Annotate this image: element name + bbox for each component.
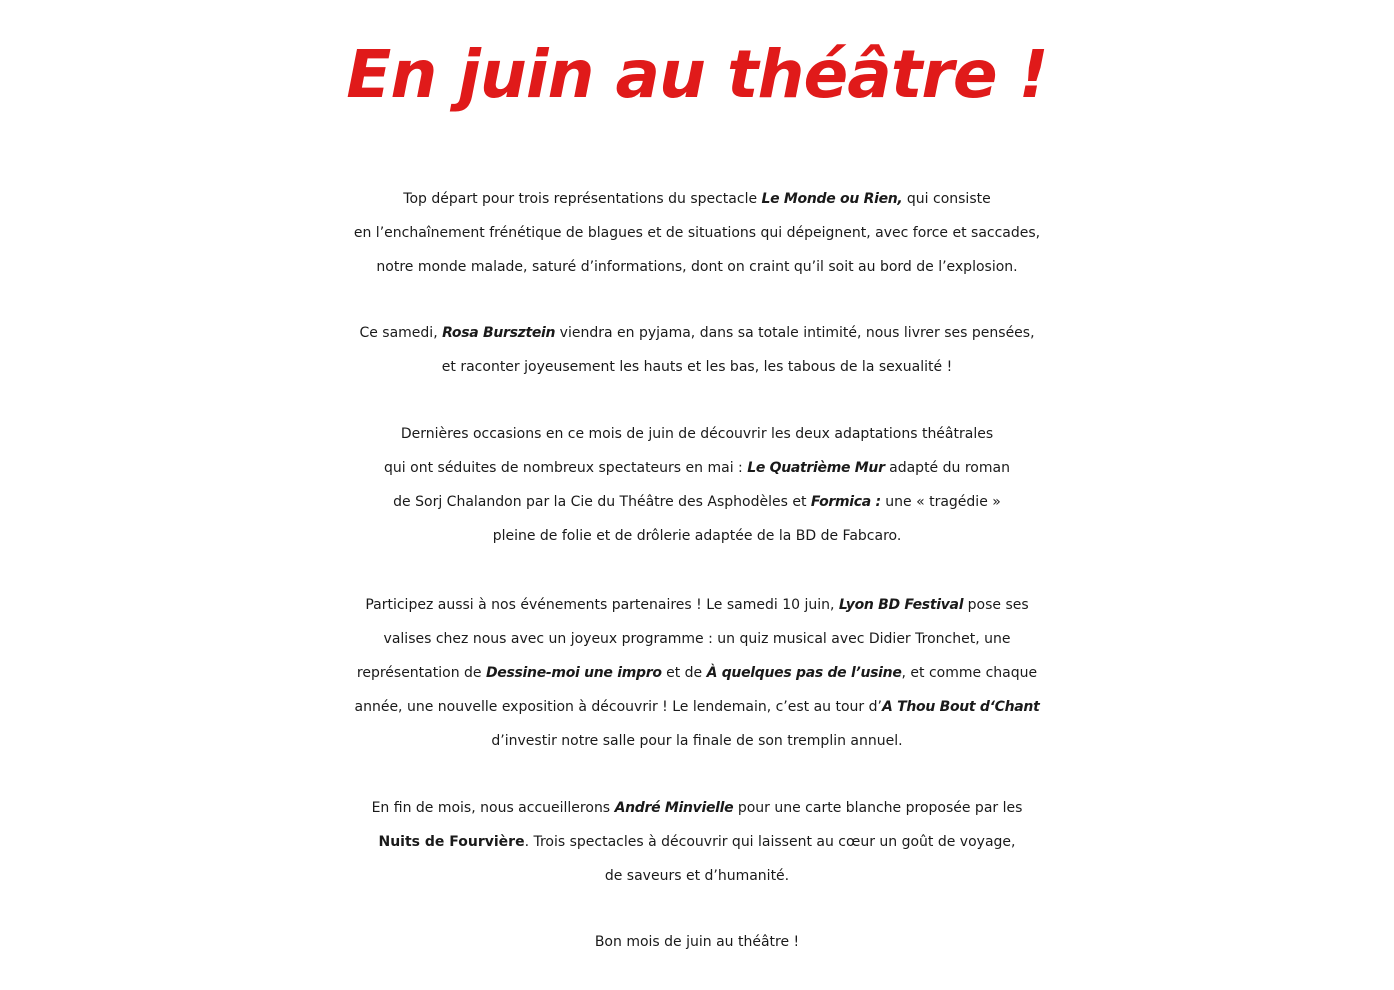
text-run: Dernières occasions en ce mois de juin de découvrir les deux adaptations théâtrales [400, 426, 994, 442]
paragraph-closing [0, 925, 1394, 959]
text-line [0, 417, 1394, 451]
artist-name: Rosa Bursztein [442, 325, 556, 341]
text-line [0, 182, 1394, 216]
text-line [0, 656, 1394, 690]
text-run: et de [661, 665, 707, 681]
closing-text: Bon mois de juin au théâtre ! [594, 934, 800, 950]
text-run: En fin de mois, nous accueillerons [371, 800, 615, 816]
text-line [0, 791, 1394, 825]
text-line [0, 825, 1394, 859]
text-run: représentation de [356, 665, 486, 681]
text-run: valises chez nous avec un joyeux programme : un quiz musical avec Didier Tronchet, une [383, 631, 1011, 647]
text-line [0, 690, 1394, 724]
text-run: année, une nouvelle exposition à découvrir ! Le lendemain, c’est au tour d’ [354, 699, 882, 715]
paragraph-andre-minvielle [0, 791, 1394, 893]
artist-name: André Minvielle [614, 800, 734, 816]
text-run: une « tragédie » [880, 494, 1001, 510]
text-run: notre monde malade, saturé d’informations, dont on craint qu’il soit au bord de l’explosion. [376, 259, 1018, 275]
text-run: pose ses [963, 597, 1029, 613]
text-line [0, 519, 1394, 553]
text-line [0, 216, 1394, 250]
text-run: qui ont séduites de nombreux spectateurs en mai : [384, 460, 748, 476]
show-title: À quelques pas de l’usine [706, 665, 902, 681]
text-run: , et comme chaque [901, 665, 1038, 681]
text-line [0, 622, 1394, 656]
text-line [0, 485, 1394, 519]
text-line [0, 859, 1394, 893]
text-line [0, 250, 1394, 284]
show-title: Dessine-moi une impro [485, 665, 662, 681]
paragraph-le-monde-ou-rien [0, 182, 1394, 284]
show-title: Le Quatrième Mur [747, 460, 885, 476]
text-run: Top départ pour trois représentations du spectacle [403, 191, 762, 207]
festival-name: Nuits de Fourvière [378, 834, 525, 850]
event-name: A Thou Bout d‘Chant [881, 699, 1040, 715]
paragraph-rosa-bursztein [0, 316, 1394, 384]
show-title: Formica : [810, 494, 881, 510]
paragraph-partner-events [0, 588, 1394, 758]
paragraph-adaptations [0, 417, 1394, 553]
text-line [0, 316, 1394, 350]
text-run: Participez aussi à nos événements partenaires ! Le samedi 10 juin, [365, 597, 839, 613]
text-run: de saveurs et d’humanité. [604, 868, 790, 884]
text-line [0, 724, 1394, 758]
text-line [0, 350, 1394, 384]
text-run: . Trois spectacles à découvrir qui laissent au cœur un goût de voyage, [524, 834, 1016, 850]
event-name: Lyon BD Festival [838, 597, 964, 613]
text-line [0, 588, 1394, 622]
show-title: Le Monde ou Rien, [761, 191, 903, 207]
page-title: En juin au théâtre ! [346, 36, 1048, 113]
text-run: pleine de folie et de drôlerie adaptée de la BD de Fabcaro. [492, 528, 902, 544]
text-run: qui consiste [902, 191, 991, 207]
text-run: en l’enchaînement frénétique de blagues et de situations qui dépeignent, avec force et saccades, [353, 225, 1041, 241]
text-run: pour une carte blanche proposée par les [733, 800, 1023, 816]
text-run: Ce samedi, [359, 325, 443, 341]
text-run: adapté du roman [884, 460, 1010, 476]
text-line [0, 451, 1394, 485]
text-run: de Sorj Chalandon par la Cie du Théâtre des Asphodèles et [393, 494, 811, 510]
text-run: et raconter joyeusement les hauts et les bas, les tabous de la sexualité ! [441, 359, 953, 375]
text-run: viendra en pyjama, dans sa totale intimité, nous livrer ses pensées, [555, 325, 1035, 341]
text-line [0, 925, 1394, 959]
text-run: d’investir notre salle pour la finale de son tremplin annuel. [491, 733, 903, 749]
